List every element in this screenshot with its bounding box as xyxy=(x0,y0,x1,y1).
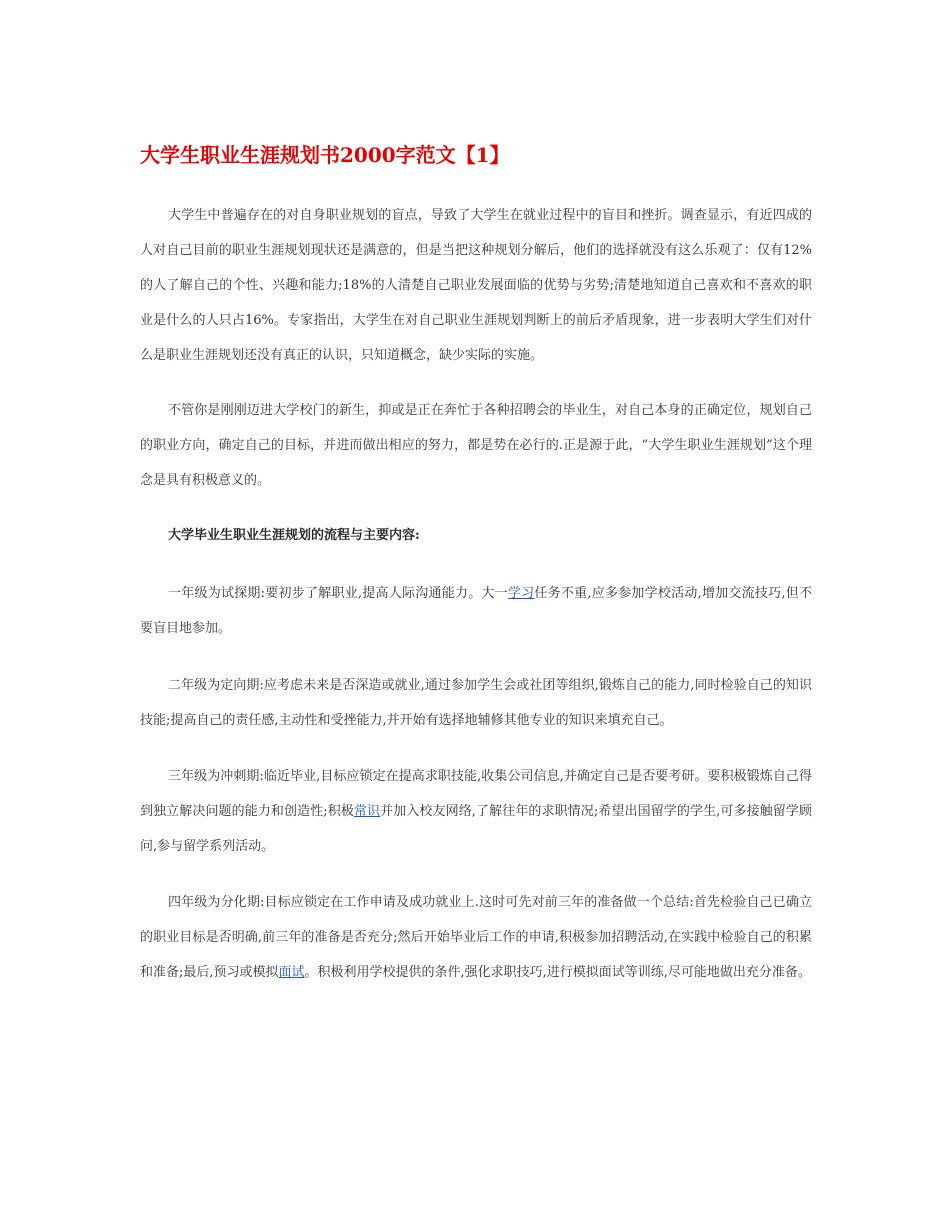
year1-text-after: 任务不重,应多参加学校活动,增加交流技巧,但不要盲目地参加。 xyxy=(140,586,812,636)
knowledge-link[interactable]: 常识 xyxy=(353,804,381,819)
year3-text-after: 并加入校友网络,了解往年的求职情况;希望出国留学的学生,可多接触留学顾问,参与留学系列活动。 xyxy=(140,804,812,854)
year4-text-after: 。积极利用学校提供的条件,强化求职技巧,进行模拟面试等训练,尽可能地做出充分准备。 xyxy=(304,965,811,980)
document-title: 大学生职业生涯规划书2000字范文【1】 xyxy=(140,143,510,167)
intro-paragraph: 大学生中普遍存在的对自身职业规划的盲点，导致了大学生在就业过程中的盲目和挫折。调查显示，有近四成的人对自己目前的职业生涯规划现状还是满意的，但是当把这种规划分解后，他们的选择就没有这么乐观了：仅有12%的人了解自己的个性、兴趣和能力;18%的人清楚自己职业发展面临的优势与劣势;清楚地知道自己喜欢和不喜欢的职业是什么的人只占16%。专家指出，大学生在对自己职业生涯规划判断上的前后矛盾现象，进一步表明大学生们对什么是职业生涯规划还没有真正的认识，只知道概念，缺少实际的实施。 xyxy=(140,208,812,363)
year4-paragraph xyxy=(140,885,812,990)
year2-paragraph: 二年级为定向期:应考虑未来是否深造或就业,通过参加学生会或社团等组织,锻炼自己的能力,同时检验自己的知识技能;提高自己的责任感,主动性和受挫能力,并开始有选择地辅修其他专业的知识来填充自己。 xyxy=(140,678,812,728)
year1-paragraph xyxy=(140,576,812,646)
concept-paragraph: 不管你是刚刚迈进大学校门的新生，抑或是正在奔忙于各种招聘会的毕业生，对自己本身的正确定位，规划自己的职业方向，确定自己的目标，并进而做出相应的努力，都是势在必行的.正是源于此，“大学生职业生涯规划”这个理念是具有积极意义的。 xyxy=(140,403,812,488)
year3-text-before: 三年级为冲刺期:临近毕业,目标应锁定在提高求职技能,收集公司信息,并确定自己是否要考研。要积极锻炼自己得到独立解决问题的能力和创造性;积极 xyxy=(140,769,812,819)
section-heading: 大学毕业生职业生涯规划的流程与主要内容: xyxy=(168,528,420,543)
interview-link[interactable]: 面试 xyxy=(278,965,305,980)
year4-text-before: 四年级为分化期:目标应锁定在工作申请及成功就业上.这时可先对前三年的准备做一个总结:首先检验自己已确立的职业目标是否明确,前三年的准备是否充分;然后开始毕业后工作的申请,积极参加招聘活动,在实践中检验自己的积累和准备;最后,预习或模拟 xyxy=(140,895,812,980)
year3-paragraph xyxy=(140,759,812,864)
year1-text-before: 一年级为试探期:要初步了解职业,提高人际沟通能力。大一 xyxy=(168,586,508,601)
study-link[interactable]: 学习 xyxy=(507,586,535,601)
